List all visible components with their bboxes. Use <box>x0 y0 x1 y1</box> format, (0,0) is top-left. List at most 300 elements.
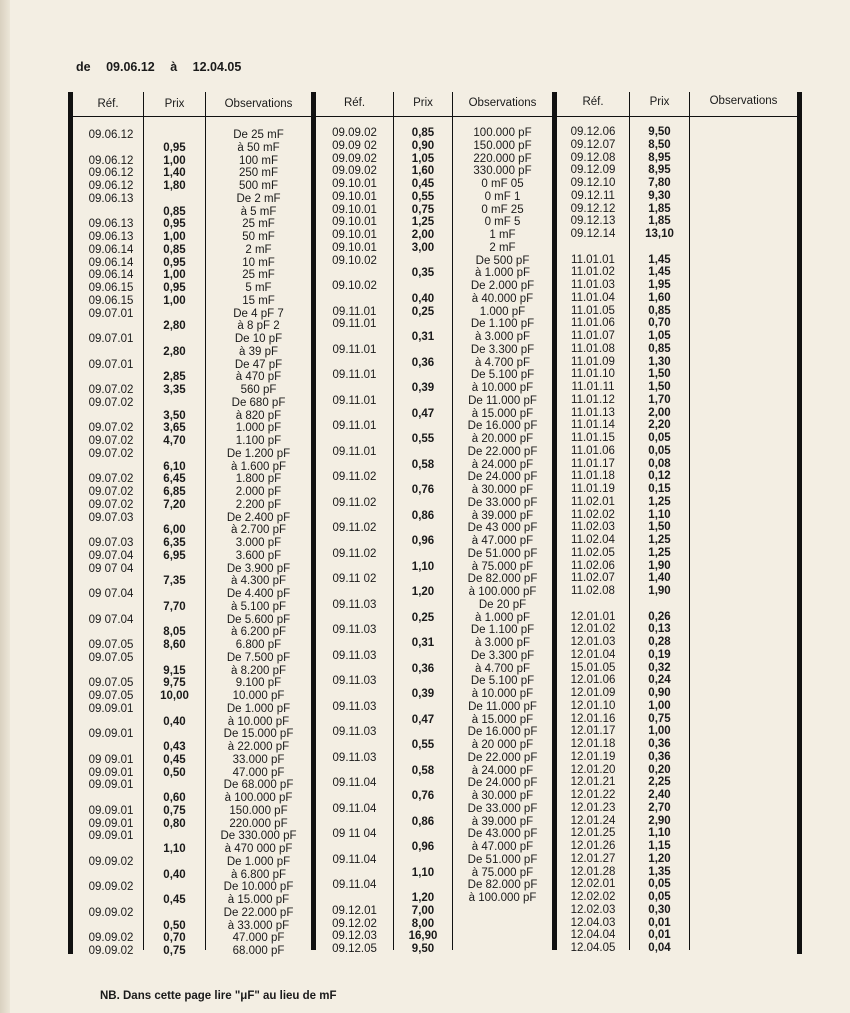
divider <box>689 92 690 950</box>
table-cell: 0,70 <box>648 317 671 330</box>
table-cell: à 33.000 pF <box>227 919 290 932</box>
table-cell: De 5.100 pF <box>470 675 535 688</box>
table-cell: 1,00 <box>163 269 186 282</box>
table-cell: à 20 000 pF <box>471 739 534 751</box>
table-cell: 09.09.02 <box>332 165 377 178</box>
table-cell: à 3.000 pF <box>475 637 530 649</box>
table-cell: 09.09.01 <box>88 702 134 715</box>
table-cell: à 2.700 pF <box>231 524 286 537</box>
table-cell: à 6.800 pF <box>231 868 286 881</box>
table-cell: 09.11.02 <box>332 522 377 535</box>
table-cell: 12.02.01 <box>570 878 616 891</box>
table-cell: 09.09.02 <box>88 881 134 894</box>
table-cell: 1,10 <box>411 866 435 879</box>
table-cell: 0,90 <box>648 687 671 699</box>
table-cell: 0 mF 05 <box>481 178 524 190</box>
table-cell: 1,45 <box>648 253 671 266</box>
table-cell: 12.01.20 <box>570 763 616 776</box>
table-cell: 1 mF <box>489 229 516 241</box>
table-cell: 09.07.02 <box>88 473 134 486</box>
table-cell: 3,00 <box>411 241 435 254</box>
table-cell: 09.07.02 <box>88 486 134 498</box>
table-cell: 12.01.01 <box>570 610 616 623</box>
table-cell: 11.01.14 <box>571 419 615 432</box>
table-cell: 09.07.02 <box>88 435 134 447</box>
table-cell: 12.01.19 <box>570 750 616 763</box>
table-cell: 0,45 <box>163 894 186 906</box>
table-cell: 0,01 <box>648 929 671 942</box>
table-cell: 0,85 <box>163 205 186 218</box>
table-cell: 1,25 <box>648 495 671 508</box>
table-cell: 0,39 <box>411 382 435 394</box>
table-cell: 6,35 <box>163 537 186 549</box>
table-cell: à 47.000 pF <box>471 535 534 547</box>
table-cell: 09.07.02 <box>88 396 134 409</box>
table-cell: 1,10 <box>411 560 435 573</box>
table-cell: 09.07.02 <box>88 422 134 435</box>
table-cell: 09.06.15 <box>88 294 134 307</box>
table-cell: 10,00 <box>160 690 189 702</box>
table-cell: 12.01.10 <box>570 699 616 712</box>
table-cell: 0,75 <box>411 203 435 216</box>
table-cell: 0,85 <box>648 342 671 355</box>
table-cell: 09.11.03 <box>332 675 377 688</box>
table-cell: 1,20 <box>411 586 435 598</box>
table-cell: De 20 pF <box>478 598 527 611</box>
table-cell: 1,00 <box>163 294 186 307</box>
table-cell: à 8.200 pF <box>231 664 286 677</box>
table-cell: 500 mF <box>239 180 278 192</box>
table-cell: De 24.000 pF <box>467 471 538 484</box>
table-cell: 0,26 <box>648 610 671 623</box>
table-cell: 09.11.04 <box>332 802 377 815</box>
table-cell: 09.06.14 <box>88 256 134 269</box>
table-cell: 9,30 <box>648 189 671 202</box>
table-cell: 11.01.01 <box>571 253 615 266</box>
table-cell: 09.09.01 <box>88 830 134 843</box>
table-cell: à 30.000 pF <box>471 484 534 496</box>
table-cell: 11.01.13 <box>571 406 615 419</box>
table-cell: 12.01.17 <box>570 725 616 738</box>
table-cell: 11.01.03 <box>571 279 615 291</box>
table-cell: De 3.300 pF <box>470 649 535 662</box>
table-cell: 0,36 <box>411 662 435 675</box>
table-cell: 150.000 pF <box>229 804 288 817</box>
table-cell: 0,85 <box>411 127 435 139</box>
table-cell: 100 mF <box>239 154 278 167</box>
table-cell: 7,35 <box>163 575 186 588</box>
table-cell: 2,00 <box>411 229 435 241</box>
table-cell: 09.11.04 <box>332 879 377 892</box>
table-cell: 0,31 <box>411 637 435 649</box>
table-cell: 09.10.01 <box>332 241 377 254</box>
table-cell: 12.01.21 <box>570 776 616 789</box>
table-cell: 0,80 <box>163 817 186 830</box>
table-cell: 09.07.05 <box>88 639 134 651</box>
table-cell: 09.09.02 <box>332 152 377 165</box>
table-cell: 3,35 <box>163 384 186 396</box>
table-cell: 11.02.04 <box>571 534 615 546</box>
table-cell: 09.11.02 <box>332 547 377 560</box>
table-cell: à 1.000 pF <box>475 267 530 280</box>
col-header-observations-2: Observations <box>468 97 537 109</box>
table-cell: 33.000 pF <box>232 753 285 766</box>
table-cell: 0,95 <box>163 282 186 294</box>
table-cell: 09.12.02 <box>332 917 377 930</box>
table-cell: 09.06.13 <box>88 192 134 205</box>
table-cell: De 1.000 pF <box>226 855 291 868</box>
table-cell: De 47 pF <box>234 358 283 371</box>
table-cell: 15.01.05 <box>570 661 616 674</box>
table-cell: 1,50 <box>648 368 671 381</box>
table-cell: 7,20 <box>163 498 186 511</box>
table-cell: 9,15 <box>163 664 186 677</box>
table-cell: 09.09.02 <box>88 932 134 945</box>
table-cell: 09.11.01 <box>332 420 377 433</box>
table-cell: 09.07.03 <box>88 511 134 524</box>
table-cell: De 16.000 pF <box>467 420 538 433</box>
table-cell: 11.02.06 <box>571 559 615 572</box>
table-cell: De 82.000 pF <box>467 573 538 586</box>
table-cell: 09.09.02 <box>88 945 134 957</box>
table-cell: 09.12.14 <box>570 228 616 240</box>
table-cell: De 10 pF <box>234 333 283 345</box>
table-cell: 0,76 <box>411 484 435 496</box>
table-cell: à 39.000 pF <box>471 815 534 828</box>
table-cell: 1,25 <box>411 216 435 229</box>
table-cell: De 2.400 pF <box>226 511 291 524</box>
table-cell: De 3.900 pF <box>226 562 291 575</box>
table-cell: De 680 pF <box>231 396 286 409</box>
table-cell: 1.100 pF <box>235 435 282 447</box>
table-cell: à 8 pF 2 <box>237 320 280 333</box>
table-cell: à 15.000 pF <box>227 894 290 906</box>
table-cell: 2.200 pF <box>235 498 282 511</box>
table-cell: 150.000 pF <box>473 139 532 152</box>
table-cell: 09.12.05 <box>332 943 377 955</box>
table-cell: 1,40 <box>648 572 671 585</box>
table-cell: à 47.000 pF <box>471 841 534 853</box>
table-cell: 09.07.01 <box>88 307 134 320</box>
table-cell: 09.12.01 <box>332 904 377 917</box>
table-cell: 250 mF <box>239 167 278 180</box>
table-cell: 1,00 <box>648 699 671 712</box>
table-cell: 0,32 <box>648 661 671 674</box>
table-cell: à 15.000 pF <box>471 713 534 726</box>
table-cell: 1,25 <box>648 534 671 546</box>
table-cell: 0,40 <box>411 292 435 305</box>
table-cell: 25 mF <box>242 269 275 282</box>
table-cell: 0,86 <box>411 815 435 828</box>
table-cell: 09.10.01 <box>332 190 377 203</box>
table-cell: 0,25 <box>411 611 435 624</box>
header-start-date: 09.06.12 <box>106 60 155 74</box>
table-cell: De 16.000 pF <box>467 726 538 739</box>
table-cell: à 75.000 pF <box>471 560 534 573</box>
table-cell: à 10.000 pF <box>227 715 290 728</box>
table-cell: De 33.000 pF <box>467 802 538 815</box>
table-cell: à 100.000 pF <box>224 792 293 804</box>
table-cell: 50 mF <box>242 231 275 243</box>
col-header-prix-2: Prix <box>413 97 433 109</box>
table-cell: De 1.200 pF <box>226 447 291 460</box>
table-cell: 1,25 <box>648 546 671 559</box>
table-cell: 0,35 <box>411 267 435 280</box>
table-cell: 11.01.05 <box>571 304 615 317</box>
table-cell: 1,10 <box>648 508 671 521</box>
table-cell: 2,20 <box>648 419 671 432</box>
table-cell: à 22.000 pF <box>227 741 290 753</box>
table-cell: De 5.100 pF <box>470 369 535 382</box>
table-cell: De 330.000 pF <box>220 830 297 843</box>
table-cell: 12.01.25 <box>570 827 616 840</box>
table-cell: 1,20 <box>411 892 435 904</box>
table-cell: à 470 000 pF <box>224 843 293 855</box>
table-cell: 4,70 <box>163 435 186 447</box>
table-cell: 0,36 <box>648 750 671 763</box>
table-cell: 0,75 <box>163 945 186 957</box>
table-cell: 09.06.12 <box>88 154 134 167</box>
table-cell: 0,04 <box>648 942 671 954</box>
table-cell: 11.01.11 <box>571 381 615 393</box>
table-cell: 0,47 <box>411 713 435 726</box>
table-cell: 11.01.07 <box>571 330 615 342</box>
table-cell: De 33.000 pF <box>467 496 538 509</box>
table-cell: 09.11.01 <box>332 445 377 458</box>
table-cell: 11.01.19 <box>571 483 615 495</box>
table-cell: 3.600 pF <box>235 549 282 562</box>
price-table <box>68 92 806 957</box>
table-cell: De 1.100 pF <box>470 318 535 331</box>
table-cell: 1,00 <box>163 231 186 243</box>
table-cell: 7,70 <box>163 600 186 613</box>
table-cell: 9,50 <box>648 126 671 138</box>
header-from: de <box>76 60 91 74</box>
table-cell: 0,85 <box>163 243 186 256</box>
table-cell: 3.000 pF <box>235 537 282 549</box>
table-cell: 1,05 <box>411 152 435 165</box>
table-cell: 09.11.03 <box>332 598 377 611</box>
table-cell: 0,96 <box>411 535 435 547</box>
table-cell: 0,05 <box>648 444 671 457</box>
table-cell: 1,40 <box>163 167 186 180</box>
col-header-prix-3: Prix <box>649 96 670 108</box>
table-cell: 09.12.08 <box>570 151 616 164</box>
table-cell: 09.12.13 <box>570 215 616 228</box>
table-cell: 11.01.12 <box>571 393 615 406</box>
table-cell: 1,60 <box>411 165 435 178</box>
table-cell: 0,85 <box>648 304 671 317</box>
table-cell: 6,85 <box>163 486 186 498</box>
table-cell: 09.12.07 <box>570 138 616 151</box>
table-cell: 0,96 <box>411 841 435 853</box>
table-cell: 09.10.01 <box>332 203 377 216</box>
table-cell: 0,95 <box>163 141 186 154</box>
table-cell: 8,95 <box>648 164 671 177</box>
table-cell: De 82.000 pF <box>467 879 538 892</box>
table-cell: 09.06.14 <box>88 269 134 282</box>
table-cell: 0,70 <box>163 932 186 945</box>
table-cell: 12.01.22 <box>570 789 616 801</box>
table-cell: 5 mF <box>245 282 272 294</box>
table-cell: 8,50 <box>648 138 671 151</box>
table-cell: 10.000 pF <box>232 690 285 702</box>
table-cell: 1,00 <box>648 725 671 738</box>
table-cell: à 470 pF <box>235 371 282 384</box>
table-cell: 47.000 pF <box>232 932 285 945</box>
table-cell: De 1.000 pF <box>226 702 291 715</box>
table-cell: 11.01.17 <box>571 457 615 470</box>
col-header-observations-1: Observations <box>224 98 293 110</box>
table-cell: 0,50 <box>163 766 186 779</box>
table-cell: 68.000 pF <box>232 945 285 957</box>
table-cell: 0,45 <box>411 178 435 190</box>
table-cell: De 25 mF <box>233 129 284 141</box>
table-cell: 09.06.13 <box>88 218 134 231</box>
table-cell: 1,50 <box>648 381 671 393</box>
table-cell: De 51.000 pF <box>467 853 538 866</box>
page-binding-edge <box>0 0 10 1013</box>
table-cell: 1,90 <box>648 559 671 572</box>
table-cell: 12.01.04 <box>570 648 616 661</box>
table-cell: à 5 mF <box>240 205 277 218</box>
table-cell: 11.02.01 <box>571 495 615 508</box>
table-cell: De 51.000 pF <box>467 547 538 560</box>
table-cell: à 1.000 pF <box>475 611 530 624</box>
table-cell: 2 mF <box>245 243 272 256</box>
table-cell: 2,00 <box>648 406 671 419</box>
table-cell: 6,10 <box>163 460 186 473</box>
table-cell: De 22.000 pF <box>467 445 538 458</box>
table-cell: 09.11.03 <box>332 624 377 637</box>
table-cell: 16,90 <box>408 930 438 943</box>
table-cell: à 30.000 pF <box>471 790 534 802</box>
table-cell: 0,31 <box>411 331 435 343</box>
table-cell: 0 mF 1 <box>484 190 521 203</box>
table-cell: 9.100 pF <box>235 677 282 690</box>
col-header-ref-2: Réf. <box>343 97 366 109</box>
table-cell: 09.06.12 <box>88 167 134 180</box>
table-cell: 09.07.05 <box>88 690 134 702</box>
table-cell: 0,19 <box>648 648 671 661</box>
table-cell: à 100.000 pF <box>468 586 537 598</box>
table-cell: 0,95 <box>163 218 186 231</box>
table-cell: 8,00 <box>411 917 435 930</box>
table-cell: De 4 pF 7 <box>233 307 284 320</box>
table-cell: De 5.600 pF <box>226 613 291 626</box>
table-cell: 12.02.02 <box>570 891 616 903</box>
table-cell: 2,25 <box>648 776 671 789</box>
table-cell: à 3.000 pF <box>475 331 530 343</box>
table-cell: 11.01.06 <box>571 317 615 330</box>
table-cell: 09.07.01 <box>88 358 134 371</box>
table-cell: De 11.000 pF <box>468 700 537 713</box>
header-rule <box>68 116 802 117</box>
table-cell: 0,58 <box>411 458 435 471</box>
table-cell: 09.07.04 <box>88 549 134 562</box>
table-cell: 8,95 <box>648 151 671 164</box>
table-cell: 09.11 02 <box>332 573 377 586</box>
table-cell: De 24.000 pF <box>467 777 538 790</box>
table-cell: 0,05 <box>648 891 671 903</box>
table-cell: à 75.000 pF <box>471 866 534 879</box>
table-cell: 0,76 <box>411 790 435 802</box>
table-cell: à 820 pF <box>235 409 282 422</box>
table-cell: 0,01 <box>648 916 671 929</box>
table-cell: De 15.000 pF <box>223 728 294 741</box>
table-cell: 09 09.01 <box>88 753 134 766</box>
table-cell: 0,47 <box>411 407 435 420</box>
table-cell: 09.11.01 <box>332 343 377 356</box>
table-cell: 09 07.04 <box>88 613 134 626</box>
table-cell: 47.000 pF <box>232 766 285 779</box>
table-cell: 09.09.02 <box>88 855 134 868</box>
table-cell: 10 mF <box>242 256 275 269</box>
table-cell: 09.11.01 <box>332 394 377 407</box>
table-cell: 09.11.03 <box>332 649 377 662</box>
table-cell: 1.800 pF <box>235 473 282 486</box>
table-cell: à 4.300 pF <box>231 575 286 588</box>
table-cell: 100.000 pF <box>473 127 532 139</box>
table-cell: à 39 pF <box>239 345 278 358</box>
table-cell: De 2 mF <box>236 192 281 205</box>
table-cell: 0,40 <box>163 715 186 728</box>
table-cell: 1,35 <box>648 865 671 878</box>
col-header-ref-1: Réf. <box>97 98 119 110</box>
table-cell: 0 mF 5 <box>484 216 521 229</box>
table-cell: 12.01.26 <box>570 840 616 852</box>
table-cell: 6.800 pF <box>235 639 282 651</box>
table-cell: 0,12 <box>648 470 671 483</box>
table-cell: 8,05 <box>163 626 186 639</box>
table-cell: 12.01.03 <box>570 636 616 648</box>
table-cell: 0,75 <box>648 712 671 725</box>
table-cell: 11.01.18 <box>571 470 615 483</box>
table-cell: 12.01.18 <box>570 738 616 750</box>
table-cell: 12.01.23 <box>570 801 616 814</box>
table-cell: à 39.000 pF <box>471 509 534 522</box>
table-cell: 1,95 <box>648 279 671 291</box>
table-cell: De 2.000 pF <box>470 280 535 292</box>
table-cell: 09.11.04 <box>332 853 377 866</box>
table-cell: 09.07.02 <box>88 447 134 460</box>
table-cell: 330.000 pF <box>473 165 532 178</box>
col-header-observations-3: Observations <box>709 95 778 107</box>
table-cell: 0,20 <box>648 763 671 776</box>
table-cell: à 4.700 pF <box>475 356 530 369</box>
table-cell: 11.01.15 <box>571 432 615 444</box>
table-cell: De 22.000 pF <box>467 751 538 764</box>
table-cell: 11.01.06 <box>571 444 615 457</box>
table-cell: 1,60 <box>648 291 671 304</box>
table-cell: 09.09.02 <box>332 127 377 139</box>
table-cell: 1,85 <box>648 215 671 228</box>
table-cell: 09.10.01 <box>332 229 377 241</box>
table-cell: 0,39 <box>411 688 435 700</box>
table-cell: 15 mF <box>242 294 275 307</box>
table-cell: 0,25 <box>411 305 435 318</box>
table-cell: 12.01.02 <box>570 623 616 636</box>
table-cell: 09.07.05 <box>88 651 134 664</box>
table-cell: 0,24 <box>648 674 671 687</box>
table-cell: 09.12.06 <box>570 126 616 138</box>
table-cell: 09.10.01 <box>332 178 377 190</box>
table-cell: 09.11.01 <box>332 369 377 382</box>
table-cell: 0,60 <box>163 792 186 804</box>
table-cell: De 500 pF <box>475 254 530 267</box>
table-cell: 220.000 pF <box>473 152 532 165</box>
table-cell: 09.07.02 <box>88 384 134 396</box>
